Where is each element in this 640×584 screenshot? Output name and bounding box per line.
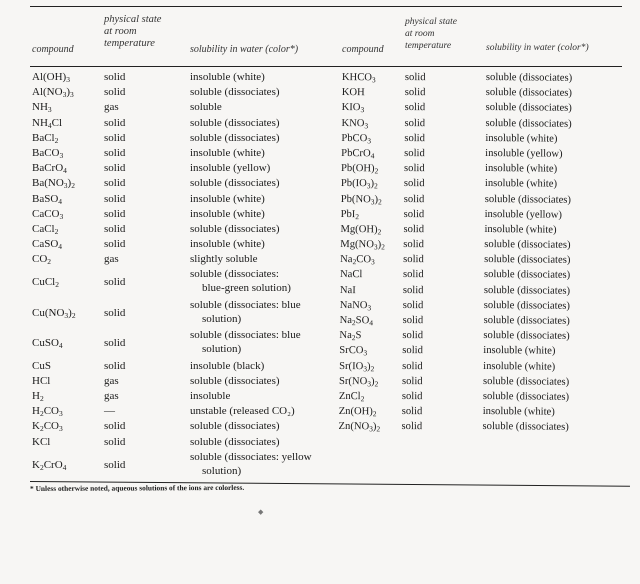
left-state-7: solid: [104, 177, 126, 190]
left-solubility-15: soluble (dissociates: blue solution): [190, 329, 301, 356]
left-state-21: solid: [104, 435, 126, 448]
left-compound-17: HCl: [32, 374, 51, 387]
right-compound-4: PbCO$_3$: [341, 132, 372, 146]
left-solubility-13: soluble (dissociates: blue-green solution): [190, 268, 291, 295]
left-compound-3: $NH_4Cl$: [32, 116, 63, 130]
left-state-1: solid: [104, 86, 126, 99]
right-solubility-23: soluble (dissociates): [482, 421, 569, 434]
right-solubility-18: insoluble (white): [483, 345, 556, 358]
right-state-0: solid: [404, 71, 426, 84]
right-solubility-17: soluble (dissociates): [483, 330, 570, 343]
left-solubility-17: soluble (dissociates): [190, 374, 280, 387]
left-solubility-14: soluble (dissociates: blue solution): [190, 298, 301, 325]
right-solubility-21: soluble (dissociates): [482, 390, 570, 403]
left-compound-15: CuSO$_4$: [32, 337, 63, 351]
right-solubility-22: insoluble (white): [482, 406, 555, 418]
left-compound-6: BaCrO$_4$: [32, 162, 67, 176]
right-compound-21: ZnCl$_2$: [338, 390, 365, 404]
left-solubility-10: soluble (dissociates): [190, 222, 280, 235]
header-state-left-line3: temperature: [104, 38, 155, 49]
left-solubility-0: insoluble (white): [190, 71, 265, 83]
right-solubility-13: soluble (dissociates): [483, 269, 571, 282]
left-compound-column: [32, 70, 76, 480]
right-compound-11: $Mg(NO_3)_2$: [340, 239, 385, 252]
right-compound-1: KOH: [341, 87, 365, 99]
right-solubility-10: insoluble (white): [484, 223, 557, 236]
left-state-3: solid: [104, 116, 126, 129]
left-state-8: solid: [104, 192, 126, 205]
right-solubility-11: soluble (dissociates): [484, 239, 571, 251]
left-compound-9: CaCO$_3$: [32, 207, 64, 221]
left-compound-13: CuCl$_2$: [32, 276, 59, 290]
left-state-19: —: [104, 405, 115, 418]
left-compound-7: $Ba(NO_3)_2$: [32, 177, 75, 191]
left-state-10: solid: [104, 222, 126, 235]
right-state-17: solid: [402, 330, 424, 342]
left-state-9: solid: [104, 207, 126, 220]
right-solubility-19: insoluble (white): [483, 360, 556, 373]
left-solubility-5: insoluble (white): [190, 146, 265, 159]
left-solubility-4: soluble (dissociates): [190, 131, 280, 144]
left-compound-2: $NH_3$: [32, 101, 52, 115]
right-state-9: solid: [403, 208, 425, 220]
top-rule: [30, 6, 622, 7]
right-state-21: solid: [401, 390, 423, 403]
left-state-4: solid: [104, 131, 126, 144]
left-solubility-8: insoluble (white): [190, 192, 265, 205]
right-state-column: [402, 70, 426, 435]
right-state-7: solid: [403, 178, 425, 190]
left-compound-21: KCl: [32, 435, 51, 448]
header-state-right-line2: at room: [405, 29, 435, 39]
left-solubility-1: soluble (dissociates): [190, 86, 280, 99]
right-compound-10: $Mg(OH)_2$: [340, 223, 382, 237]
left-compound-0: $Al(OH)_3$: [32, 71, 70, 84]
left-state-6: solid: [104, 162, 126, 175]
left-solubility-22: soluble (dissociates: yellow solution): [190, 450, 312, 477]
left-solubility-6: insoluble (yellow): [190, 162, 271, 175]
right-compound-column: [339, 70, 387, 435]
right-state-13: solid: [402, 269, 424, 281]
right-solubility-7: insoluble (white): [484, 178, 558, 190]
right-solubility-16: soluble (dissociates): [483, 314, 570, 327]
right-state-20: solid: [401, 375, 423, 387]
left-compound-14: $Cu(NO_3)_2$: [32, 306, 76, 320]
right-compound-12: $Na_2CO_3$: [340, 254, 375, 267]
left-solubility-19: unstable (released CO₂): [190, 405, 295, 418]
left-compound-5: BaCO$_3$: [32, 146, 64, 160]
right-state-14: solid: [402, 284, 424, 296]
right-solubility-3: soluble (dissociates): [485, 117, 572, 130]
left-compound-8: BaSO$_4$: [32, 192, 63, 206]
right-state-18: solid: [402, 345, 423, 357]
header-solubility-right: solubility in water (color*): [486, 43, 589, 53]
left-compound-1: $Al(NO_3)_3$: [32, 86, 74, 100]
right-state-8: solid: [403, 193, 425, 205]
right-state-3: solid: [404, 117, 426, 129]
left-state-12: gas: [104, 253, 119, 266]
left-state-2: gas: [104, 101, 119, 114]
right-solubility-6: insoluble (white): [485, 163, 558, 175]
right-compound-20: $Sr(NO_3)_2$: [338, 375, 379, 389]
right-solubility-1: soluble (dissociates): [485, 87, 573, 100]
right-compound-7: $Pb(IO_3)_2$: [340, 178, 378, 191]
right-compound-19: $Sr(IO_3)_2$: [339, 360, 375, 373]
right-state-11: solid: [403, 239, 424, 251]
header-compound-left: compound: [32, 44, 74, 55]
right-state-4: solid: [404, 132, 426, 144]
header-state-left-line2: at room: [104, 26, 137, 37]
right-solubility-8: soluble (dissociates): [484, 193, 572, 206]
right-solubility-12: soluble (dissociates): [484, 254, 571, 267]
left-state-13: solid: [104, 276, 126, 289]
right-state-1: solid: [404, 87, 426, 99]
left-solubility-7: soluble (dissociates): [190, 177, 280, 190]
right-solubility-20: soluble (dissociates): [482, 375, 570, 388]
right-solubility-9: insoluble (yellow): [484, 208, 563, 221]
right-state-6: solid: [404, 163, 425, 175]
right-compound-18: SrCO$_3$: [339, 345, 368, 358]
header-compound-right: compound: [342, 44, 384, 55]
left-compound-22: $K_2CrO_4$: [32, 458, 67, 472]
right-compound-0: $KHCO_3$: [341, 71, 376, 85]
right-compound-8: $Pb(NO_3)_2$: [340, 193, 382, 206]
right-state-23: solid: [401, 421, 423, 433]
left-state-0: solid: [104, 71, 126, 83]
left-solubility-16: insoluble (black): [190, 359, 265, 372]
header-state-right: [405, 16, 457, 52]
header-state-left-line1: physical state: [104, 14, 162, 25]
right-compound-3: $KNO_3$: [341, 117, 369, 130]
right-state-19: solid: [402, 360, 423, 372]
left-state-17: gas: [104, 374, 119, 387]
right-state-16: solid: [402, 314, 424, 327]
right-state-12: solid: [403, 254, 424, 266]
right-compound-17: $Na_2S$: [339, 330, 362, 343]
right-solubility-4: insoluble (white): [485, 132, 558, 145]
right-compound-2: $KIO_3$: [341, 102, 365, 115]
left-state-16: solid: [104, 359, 126, 372]
right-solubility-0: soluble (dissociates): [485, 71, 573, 84]
left-solubility-3: soluble (dissociates): [190, 116, 280, 129]
left-state-18: gas: [104, 389, 119, 402]
right-state-2: solid: [404, 102, 426, 114]
right-compound-15: NaNO$_3$: [339, 299, 372, 313]
left-compound-19: $H_2CO_3$: [32, 405, 63, 419]
left-solubility-12: slightly soluble: [190, 253, 258, 266]
left-solubility-2: soluble: [190, 101, 222, 114]
header-rule: [30, 66, 622, 67]
right-state-5: solid: [404, 147, 425, 160]
header-state-right-line1: physical state: [405, 17, 457, 27]
right-compound-6: $Pb(OH)_2$: [341, 163, 379, 176]
right-compound-14: NaI: [339, 284, 356, 296]
left-compound-16: CuS: [32, 359, 51, 372]
right-solubility-14: soluble (dissociates): [483, 284, 571, 297]
left-state-20: solid: [104, 420, 126, 433]
left-solubility-21: soluble (dissociates): [190, 435, 280, 448]
right-compound-23: $Zn(NO_3)_2$: [338, 421, 381, 434]
left-solubility-column: [190, 70, 312, 480]
left-compound-11: CaSO$_4$: [32, 238, 63, 252]
right-state-15: solid: [402, 299, 424, 311]
left-solubility-11: insoluble (white): [190, 238, 265, 251]
left-compound-12: $CO_2$: [32, 253, 52, 267]
right-solubility-column: [483, 70, 573, 435]
right-solubility-5: insoluble (yellow): [485, 147, 563, 160]
right-compound-13: NaCl: [339, 269, 363, 281]
right-state-22: solid: [401, 406, 423, 418]
header-solubility-left: solubility in water (color*): [190, 44, 299, 55]
left-compound-10: CaCl$_2$: [32, 222, 59, 236]
left-compound-18: $H_2$: [32, 389, 44, 403]
right-compound-22: $Zn(OH)_2$: [338, 406, 377, 419]
right-solubility-2: soluble (dissociates): [485, 102, 572, 115]
left-state-15: solid: [104, 337, 126, 350]
left-state-column: [104, 70, 125, 480]
header-state-left: [104, 14, 161, 50]
left-solubility-20: soluble (dissociates): [190, 420, 280, 433]
right-compound-16: $Na_2SO_4$: [339, 314, 374, 328]
left-solubility-9: insoluble (white): [190, 207, 265, 220]
left-state-22: solid: [104, 458, 126, 471]
paper-speck: ◆: [258, 508, 264, 516]
left-state-14: solid: [104, 306, 126, 319]
footnote: * Unless otherwise noted, aqueous solutions of the ions are colorless.: [30, 482, 245, 493]
right-state-10: solid: [403, 223, 425, 236]
left-solubility-18: insoluble: [190, 389, 231, 402]
left-state-5: solid: [104, 146, 126, 159]
left-state-11: solid: [104, 238, 126, 251]
right-compound-9: PbI$_2$: [340, 208, 360, 221]
header-state-right-line3: temperature: [405, 41, 452, 51]
left-compound-20: $K_2CO_3$: [32, 420, 63, 434]
right-compound-5: PbCrO$_4$: [341, 147, 375, 161]
left-compound-4: BaCl$_2$: [32, 131, 59, 145]
right-solubility-15: soluble (dissociates): [483, 299, 571, 312]
